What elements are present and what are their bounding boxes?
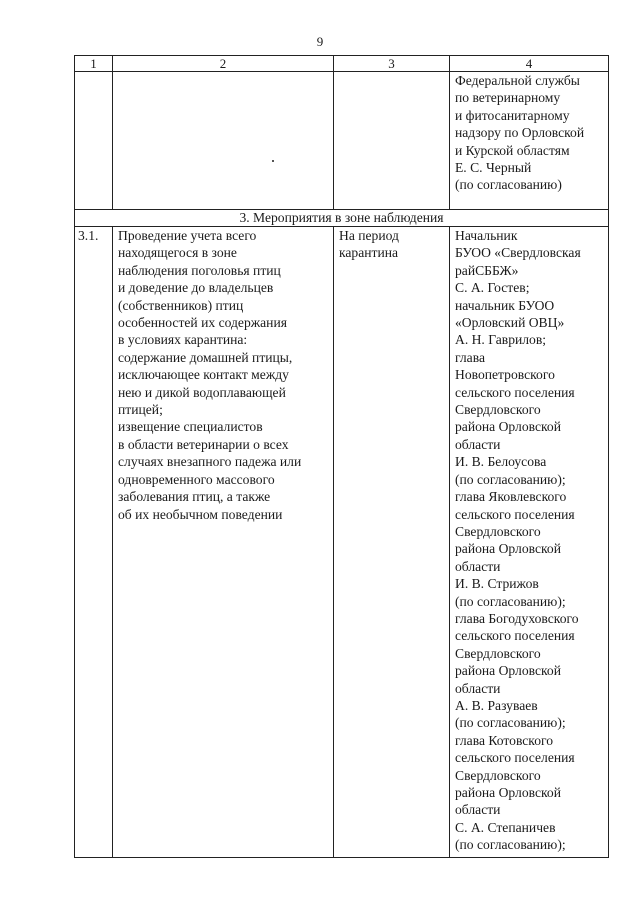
header-col-2: 2 bbox=[113, 56, 334, 72]
header-col-1: 1 bbox=[75, 56, 113, 72]
continuation-col-2 bbox=[113, 72, 334, 210]
section-row bbox=[75, 210, 609, 227]
section-title: 3. Мероприятия в зоне наблюдения bbox=[75, 210, 609, 227]
table-row bbox=[75, 227, 609, 858]
measures-table bbox=[74, 55, 609, 858]
header-col-3: 3 bbox=[334, 56, 450, 72]
row-description: Проведение учета всего находящегося в зоне наблюдения поголовья птиц и доведение до владельцев (собственников) птиц особенностей их содержания в условиях карантина: содержание домашней птицы, исключающее контакт между нею и дикой водоплавающей птицей; извещение специалистов в области ветеринарии о всех случаях внезапного падежа или одновременного массового заболевания птиц, а также об их необычном поведении bbox=[113, 227, 334, 858]
header-col-4: 4 bbox=[450, 56, 609, 72]
table-row-continuation bbox=[75, 72, 609, 210]
scan-speck bbox=[272, 160, 274, 162]
page-number: 9 bbox=[316, 34, 324, 49]
table-header-row bbox=[75, 56, 609, 72]
row-period: На период карантина bbox=[334, 227, 450, 858]
continuation-col-3 bbox=[334, 72, 450, 210]
row-number: 3.1. bbox=[75, 227, 113, 858]
continuation-responsible: Федеральной службы по ветеринарному и фитосанитарному надзору по Орловской и Курской областям Е. С. Черный (по согласованию) bbox=[450, 72, 609, 210]
row-responsible: Начальник БУОО «Свердловская райСББЖ» С. А. Гостев; начальник БУОО «Орловский ОВЦ» А. Н. Гаврилов; глава Новопетровского сельского поселения Свердловского района Орловской области И. В. Белоусова (по согласованию); глава Яковлевского сельского поселения Свердловского района Орловской области И. В. Стрижов (по согласованию); глава Богодуховского сельского поселения Свердловского района Орловской области А. В. Разуваев (по согласованию); глава Котовского сельского поселения Свердловского района Орловской области С. А. Степаничев (по согласованию); bbox=[450, 227, 609, 858]
continuation-col-1 bbox=[75, 72, 113, 210]
